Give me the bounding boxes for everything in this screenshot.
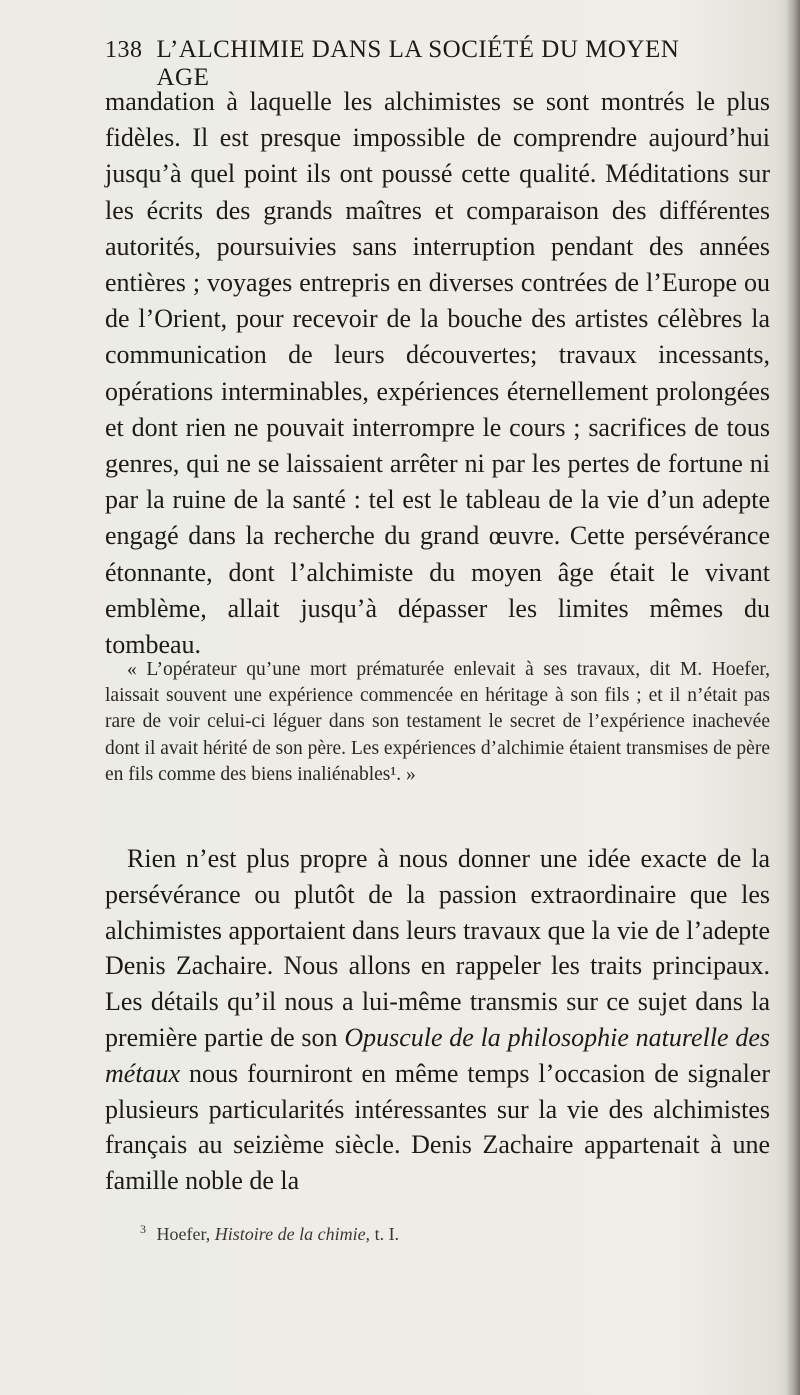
running-title: L’ALCHIMIE DANS LA SOCIÉTÉ DU MOYEN AGE — [156, 36, 680, 91]
footnote-mark: 3 — [140, 1222, 146, 1236]
paragraph-2-part-2: nous fourniront en même temps l’occasion de signaler plusieurs particularités intéressantes sur la vie des alchimistes français au seizième siècle. Denis Zachaire appartenait à une famille noble de la — [105, 1058, 770, 1196]
book-title: Opuscule de la philosophie naturelle des métaux — [105, 1022, 771, 1088]
paragraph-2 — [105, 841, 770, 1199]
page-number: 138 — [105, 37, 143, 63]
main-text-block — [105, 84, 770, 663]
footnote-author: Hoefer, — [156, 1224, 211, 1244]
paragraph-2-part-1: Rien n’est plus propre à nous donner une idée exacte de la persévérance ou plutôt de la passion extraordinaire que les alchimistes apportaient dans leurs travaux que la vie de l’adepte Denis Zachaire. Nous allons en rappeler les traits principaux. Les détails qu’il nous a lui-même transmis sur ce sujet dans la première partie de son — [105, 844, 770, 1052]
page-edge-shadow — [786, 0, 800, 1395]
second-text-block — [105, 841, 770, 1199]
quote-text: « L’opérateur qu’une mort prématurée enlevait à ses travaux, dit M. Hoefer, laissait souvent une expérience commencée en héritage à son fils ; et il n’était pas rare de voir celui-ci léguer dans son testament le secret de l’expérience inachevée dont il avait hérité de son père. Les expériences d’alchimie étaient transmises de père en fils comme des biens inaliénables¹. » — [105, 659, 770, 785]
block-quote — [105, 657, 770, 788]
footnote-volume: t. I. — [374, 1224, 400, 1244]
footnote — [140, 1222, 760, 1245]
paragraph-1: mandation à laquelle les alchimistes se sont montrés le plus fidèles. Il est presque impossible de comprendre aujourd’hui jusqu’à quel point ils ont poussé cette qualité. Méditations sur les écrits des grands maîtres et comparaison des différentes autorités, poursuivies sans interruption pendant des années entières ; voyages entrepris en diverses contrées de l’Europe ou de l’Orient, pour recevoir de la bouche des artistes célèbres la communication de leurs découvertes; travaux incessants, opérations interminables, expériences éternellement prolongées et dont rien ne pouvait interrompre le cours ; sacrifices de tous genres, qui ne se laissaient arrêter ni par les pertes de fortune ni par la ruine de la santé : tel est le tableau de la vie d’un adepte engagé dans la recherche du grand œuvre. Cette persévérance étonnante, dont l’alchimiste du moyen âge était le vivant emblème, allait jusqu’à dépasser les limites mêmes du tombeau. — [105, 87, 770, 660]
footnote-title: Histoire de la chimie, — [214, 1224, 371, 1244]
